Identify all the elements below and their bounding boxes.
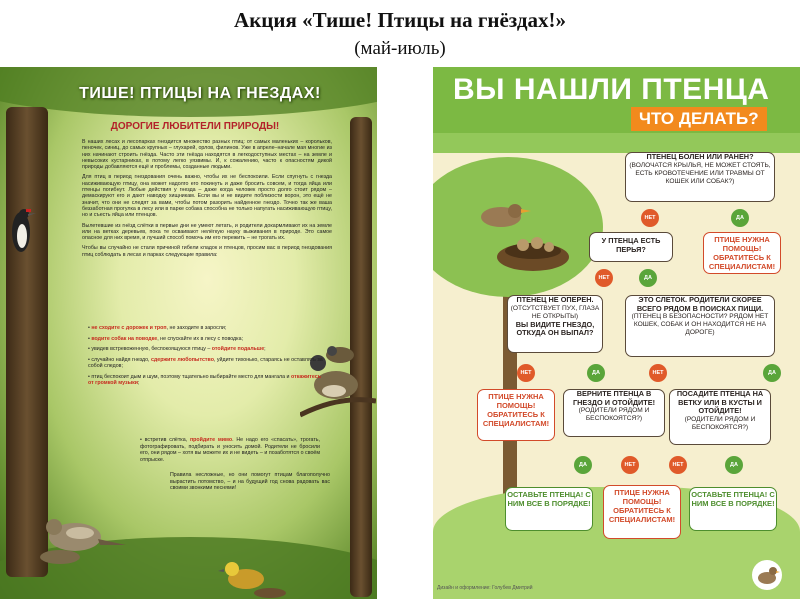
instruction-detail: (РОДИТЕЛИ РЯДОМ И БЕСПОКОЯТСЯ?) xyxy=(578,407,650,422)
question-detail: (ПТЕНЕЦ В БЕЗОПАСНОСТИ? РЯДОМ НЕТ КОШЕК, СОБАК И ОН НАХОДИТСЯ НЕ НА ДОРОГЕ) xyxy=(631,313,769,336)
instruction-heading: ПОСАДИТЕ ПТЕНЦА НА ВЕТКУ ИЛИ В КУСТЫ И ОТОЙДИТЕ! xyxy=(676,389,764,415)
paragraph: Чтобы вы случайно не стали причиной гибели кладок и птенцов, просим вас в период гнездования птиц соблюдать в лесах и парках следующие правила: xyxy=(82,245,332,258)
leave-chick-box: ОСТАВЬТЕ ПТЕНЦА! С НИМ ВСЕ В ПОРЯДКЕ! xyxy=(505,487,593,531)
answer-yes-badge: ДА xyxy=(731,209,749,227)
sparrow-ground-illustration xyxy=(20,497,130,577)
rule-emphasis: водите собак на поводке xyxy=(91,335,158,342)
rule-item: • увидев встревоженную, беспокоящуюся птицу – отойдите подальше; xyxy=(88,346,266,352)
question-heading: ЭТО СЛЕТОК. РОДИТЕЛИ СКОРЕЕ ВСЕГО РЯДОМ В ПОИСКАХ ПИЩИ. xyxy=(636,295,764,313)
slide-title: Акция «Тише! Птицы на гнёздах!» xyxy=(234,8,566,32)
design-credit: Дизайн и оформление: Голубев Дмитрий xyxy=(437,585,533,591)
help-needed-box: ПТИЦЕ НУЖНА ПОМОЩЬ! ОБРАТИТЕСЬ К СПЕЦИАЛИСТАМ! xyxy=(703,232,781,274)
rule-emphasis: сдержите любопытство xyxy=(150,356,214,363)
answer-yes-badge: ДА xyxy=(763,364,781,382)
question-fledgling xyxy=(625,295,775,357)
right-poster-subtitle: ЧТО ДЕЛАТЬ? xyxy=(631,107,767,131)
rule-text: ; xyxy=(138,380,140,386)
question-detail: (ОТСУТСТВУЕТ ПУХ, ГЛАЗА НЕ ОТКРЫТЫ) xyxy=(510,304,600,320)
answer-no-badge: НЕТ xyxy=(517,364,535,382)
instruction-heading: ВЕРНИТЕ ПТЕНЦА В ГНЕЗДО И ОТОЙДИТЕ! xyxy=(572,389,656,407)
question-heading: ПТЕНЕЦ НЕ ОПЕРЕН. xyxy=(516,295,594,304)
answer-yes-badge: ДА xyxy=(587,364,605,382)
help-needed-box: ПТИЦЕ НУЖНА ПОМОЩЬ! ОБРАТИТЕСЬ К СПЕЦИАЛИСТАМ! xyxy=(603,485,681,539)
rule-text: , уйдите тихонько, стараясь не оставлять за собой следов; xyxy=(88,356,323,369)
paragraph: В наших лесах и лесопарках гнездится множество разных птиц: от самых маленьких – корольков, пеночек, синиц, до самых крупных – глухарей, орлов, филинов. Уже в апреле–начале мая многие из них начинают строить гнёзда. Часто эти гнёзда находятся в легкодоступных местах – на земле и невысоких кустарниках, в потому легко уязвимы. И, к сожалению, часто к опасностям дикой природы добавляются ещё и проблемы, созданные людьми. xyxy=(82,139,332,171)
rule-text: , не спускайте их в лесу с поводка; xyxy=(157,335,243,342)
instruction-return-to-nest xyxy=(563,389,665,437)
slide-subtitle: (май-июль) xyxy=(354,38,446,59)
rule-text: . Не надо его «спасать», трогать, фотографировать, подбирать и уносить домой. Родители не бросили его, они рядом – хотя вы можете их и не видеть – и позаботятся о своём отпрыске. xyxy=(140,437,321,463)
answer-yes-badge: ДА xyxy=(574,456,592,474)
paragraph: Вылетевшие из гнёзд слётки в первые дни не умеют летать, и родители докармливают их на земле или на ветках деревьев, пока те осваивают нелёгкую науку выживания в природе. Это самое опасное для них время, и лучший способ помочь им его пережить – не трогать их. xyxy=(82,222,332,242)
right-poster-title: ВЫ НАШЛИ ПТЕНЦА xyxy=(453,73,770,106)
closing-text: Правила несложные, но они помогут птицам благополучно вырастить потомство, – и на будущий год снова радовать вас своими звонкими песнями! xyxy=(170,472,330,491)
rule-text: ; xyxy=(264,346,266,352)
rule-emphasis: не сходите с дорожек и троп xyxy=(91,325,167,331)
rule-text: птиц беспокоит дым и шум, поэтому тщательно выбирайте место для мангала и xyxy=(91,373,291,380)
left-poster-body xyxy=(82,139,332,262)
question-heading: ПТЕНЕЦ БОЛЕН ИЛИ РАНЕН? xyxy=(646,152,754,161)
question-detail: (ВОЛОЧАТСЯ КРЫЛЬЯ, НЕ МОЖЕТ СТОЯТЬ, ЕСТЬ КРОВОТЕЧЕНИЕ ИЛИ ТРАВМЫ ОТ КОШЕК ИЛИ СОБАК?) xyxy=(629,161,771,185)
answer-yes-badge: ДА xyxy=(639,269,657,287)
rules-list xyxy=(88,325,326,391)
answer-no-badge: НЕТ xyxy=(641,209,659,227)
help-needed-box: ПТИЦЕ НУЖНА ПОМОЩЬ! ОБРАТИТЕСЬ К СПЕЦИАЛИСТАМ! xyxy=(477,389,555,441)
left-poster xyxy=(0,67,377,599)
left-poster-subtitle: ДОРОГИЕ ЛЮБИТЕЛИ ПРИРОДЫ! xyxy=(110,121,280,132)
rule-item: • водите собак на поводке, не спускайте их в лесу с поводка; xyxy=(88,335,243,342)
question-not-feathered xyxy=(507,295,603,353)
instruction-detail: (РОДИТЕЛИ РЯДОМ И БЕСПОКОЯТСЯ?) xyxy=(684,415,756,431)
woodpecker-illustration xyxy=(4,202,38,262)
question-heading: У ПТЕНЦА ЕСТЬ ПЕРЬЯ? xyxy=(601,236,661,254)
answer-no-badge: НЕТ xyxy=(595,269,613,287)
answer-no-badge: НЕТ xyxy=(669,456,687,474)
answer-yes-badge: ДА xyxy=(725,456,743,474)
question-heading: ВЫ ВИДИТЕ ГНЕЗДО, ОТКУДА ОН ВЫПАЛ? xyxy=(515,319,595,337)
leave-chick-box: ОСТАВЬТЕ ПТЕНЦА! С НИМ ВСЕ В ПОРЯДКЕ! xyxy=(689,487,777,531)
left-poster-title: ТИШЕ! ПТИЦЫ НА ГНЕЗДАХ! xyxy=(79,85,321,102)
bird-logo-icon xyxy=(751,559,783,591)
rule-item: • птиц беспокоит дым и шум, поэтому тщательно выбирайте место для мангала и откажитесь от громкой музыки; xyxy=(88,373,321,386)
question-has-feathers xyxy=(589,232,673,262)
answer-no-badge: НЕТ xyxy=(621,456,639,474)
yellowhammer-illustration xyxy=(208,547,288,599)
instruction-place-on-branch xyxy=(669,389,771,445)
rule-text: случайно найдя гнездо, xyxy=(91,356,151,363)
rule-text: встретив слётка, xyxy=(144,437,190,443)
rule-text: , не заходите в заросли; xyxy=(166,325,227,331)
right-poster xyxy=(433,67,800,599)
rule-emphasis: отойдите подальше xyxy=(211,346,265,352)
bird-nest-illustration xyxy=(463,197,573,277)
rule-item-fledgling: • встретив слётка, пройдите мимо. Не надо его «спасать», трогать, фотографировать, подбирать и уносить домой. Родители не бросили его, они рядом – хотя вы можете их и не видеть – и позаботятся о своём отпрыске. xyxy=(140,437,321,463)
question-sick-or-injured xyxy=(625,152,775,202)
rule-item: • не сходите с дорожек и троп, не заходите в заросли; xyxy=(88,325,227,331)
answer-no-badge: НЕТ xyxy=(649,364,667,382)
paragraph: Для птиц в период гнездования очень важно, чтобы их не беспокоили. Если спугнуть с гнезда насиживающую птицу, она может надолго его покинуть и даже бросить совсем, и тогда яйца или птенцы погибнут. Любые действия у гнезда – даже когда человек просто долго стоит рядом – демаскируют его и дают наводку хищникам. Если вы и не видите поблизости ворон, это ещё не значит, что они не следят за вами, чтобы потом разорить найденное гнездо. Точно так же ваша беззаботная прогулка в лесу или в парке собака способна не только напугать насиживающую птицу, но и съесть яйца или птенцов. xyxy=(82,174,332,219)
rule-emphasis: откажитесь от громкой музыки xyxy=(88,373,321,386)
header-foliage xyxy=(433,133,800,153)
rule-text: увидев встревоженную, беспокоящуюся птицу – xyxy=(91,346,212,352)
rule-item: • случайно найдя гнездо, сдержите любопытство, уйдите тихонько, стараясь не оставлять за собой следов; xyxy=(88,356,323,369)
rule-emphasis: пройдите мимо xyxy=(189,437,233,443)
